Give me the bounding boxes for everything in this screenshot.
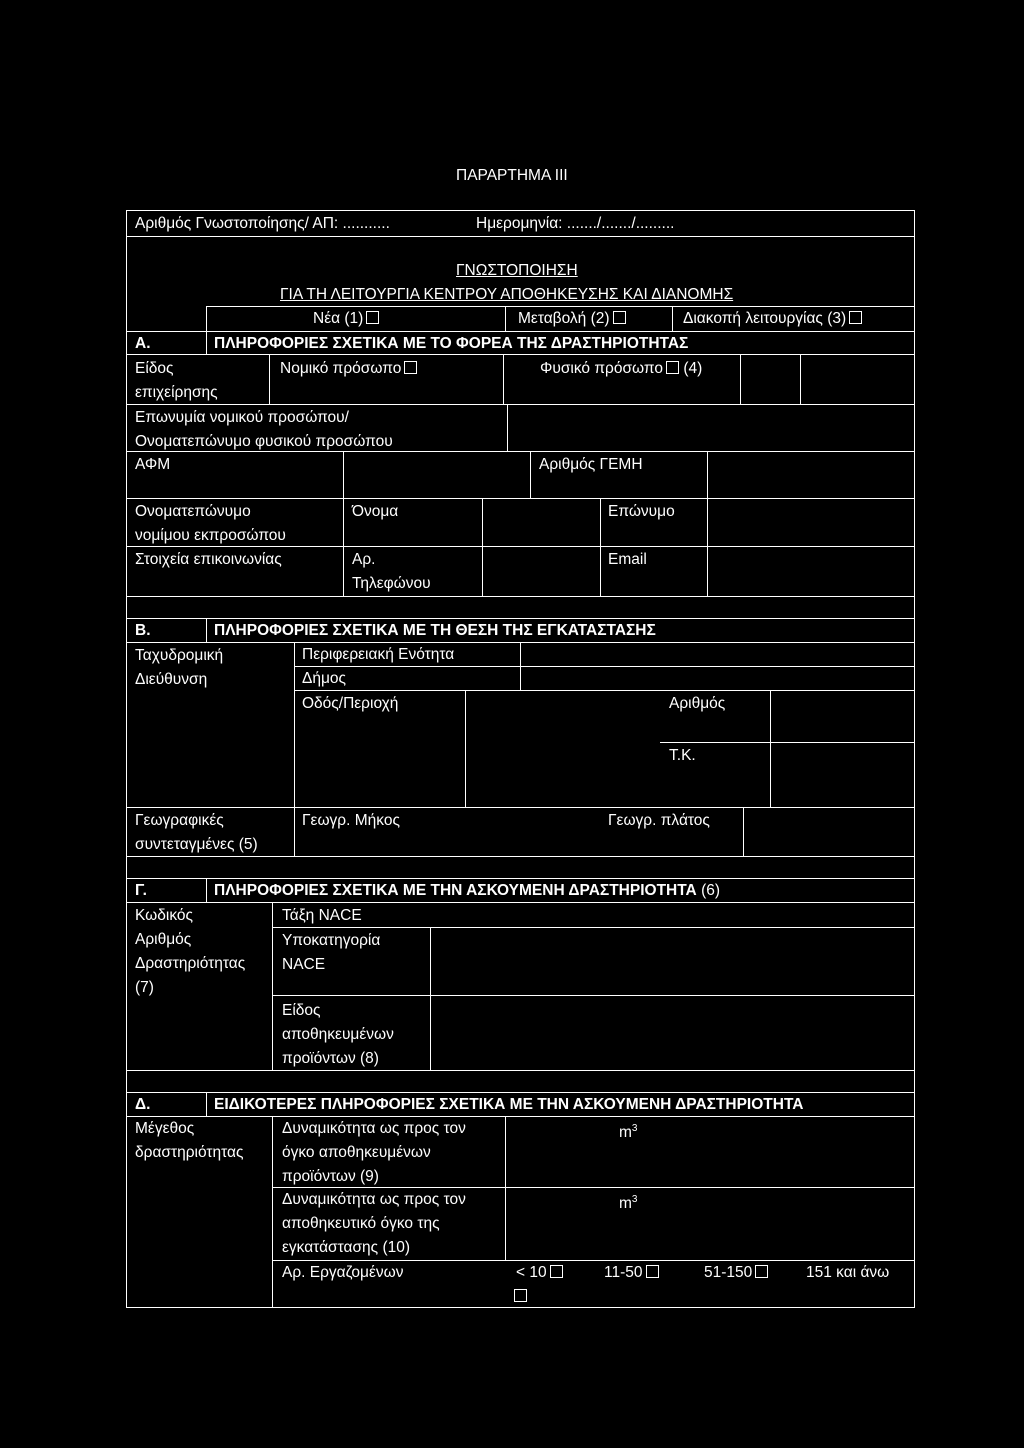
page-title: ΠΑΡΑΡΤΗΜΑ III	[456, 167, 568, 184]
unit-m: m	[619, 1124, 632, 1142]
activity-code-label-line2: Αριθμός	[135, 931, 192, 948]
date-field[interactable]: Ημερομηνία: ......./......./.........	[476, 215, 675, 232]
capacity-storage-label	[282, 1188, 466, 1260]
coordinates-label-line1: Γεωγραφικές	[135, 812, 224, 829]
nace-class-label: Τάξη NACE	[282, 907, 362, 924]
section-b-title: ΠΛΗΡΟΦΟΡΙΕΣ ΣΧΕΤΙΚΑ ΜΕ ΤΗ ΘΕΣΗ ΤΗΣ ΕΓΚΑΤΑΣΤΑΣΗΣ	[214, 622, 656, 639]
nace-subcategory-label-line1: Υποκατηγορία	[282, 932, 381, 949]
stop-checkbox[interactable]	[849, 311, 862, 324]
section-b-letter: Β.	[135, 622, 151, 639]
coordinates-label	[135, 809, 258, 857]
activity-size-label-line2: δραστηριότητας	[135, 1144, 244, 1161]
employees-option-3-checkbox[interactable]	[755, 1265, 768, 1278]
capacity-products-unit	[619, 1117, 637, 1145]
postal-address-label-line2: Διεύθυνση	[135, 671, 208, 688]
activity-code-label-line3: Δραστηριότητας	[135, 955, 246, 972]
natural-person-option[interactable]	[540, 357, 702, 381]
option-new-label: Νέα (1)	[313, 310, 364, 327]
natural-person-label: Φυσικό πρόσωπο	[540, 360, 664, 377]
postal-address-label	[135, 644, 223, 692]
employees-option-4-label: 151 και άνω	[806, 1264, 890, 1281]
unit-exponent: 3	[631, 1123, 638, 1134]
section-a-letter: Α.	[135, 335, 151, 352]
form-subheading: ΓΙΑ ΤΗ ΛΕΙΤΟΥΡΓΙΑ ΚΕΝΤΡΟΥ ΑΠΟΘΗΚΕΥΣΗΣ ΚΑΙ ΔΙΑΝΟΜΗΣ	[280, 286, 734, 303]
nace-subcategory-label-line2: NACE	[282, 956, 326, 973]
representative-label-line2: νομίμου εκπροσώπου	[135, 527, 286, 544]
stored-products-label-line1: Είδος	[282, 1002, 321, 1019]
option-change[interactable]	[518, 307, 626, 331]
section-c-letter: Γ.	[135, 882, 147, 899]
street-number-label: Αριθμός	[669, 695, 726, 712]
capacity-products-label	[282, 1117, 466, 1189]
activity-code-label-line4: (7)	[135, 979, 154, 996]
region-label: Περιφερειακή Ενότητα	[302, 646, 455, 663]
nace-subcategory-label	[282, 929, 380, 977]
employees-option-1[interactable]	[516, 1261, 563, 1285]
unit-exponent: 3	[631, 1194, 638, 1205]
option-change-label: Μεταβολή (2)	[518, 310, 610, 327]
first-name-label: Όνομα	[352, 503, 399, 520]
company-name-label-line1: Επωνυμία νομικού προσώπου/	[135, 409, 349, 426]
gemi-label: Αριθμός ΓΕΜΗ	[539, 456, 643, 473]
longitude-label: Γεωγρ. Μήκος	[302, 812, 400, 829]
legal-person-option[interactable]	[280, 357, 417, 381]
section-d-title: ΕΙΔΙΚΟΤΕΡΕΣ ΠΛΗΡΟΦΟΡΙΕΣ ΣΧΕΤΙΚΑ ΜΕ ΤΗΝ ΑΣΚΟΥΜΕΝΗ ΔΡΑΣΤΗΡΙΟΤΗΤΑ	[214, 1096, 804, 1113]
phone-label-line2: Τηλεφώνου	[352, 575, 431, 592]
contact-label: Στοιχεία επικοινωνίας	[135, 551, 282, 568]
phone-label-line1: Αρ.	[352, 551, 376, 568]
activity-size-label-line1: Μέγεθος	[135, 1120, 195, 1137]
stored-products-label-line3: προϊόντων (8)	[282, 1050, 379, 1067]
coordinates-label-line2: συντεταγμένες (5)	[135, 836, 258, 853]
activity-size-label	[135, 1117, 243, 1165]
business-type-label-line2: επιχείρησης	[135, 384, 218, 401]
legal-person-label: Νομικό πρόσωπο	[280, 360, 402, 377]
section-d-letter: Δ.	[135, 1096, 151, 1113]
section-c-title-wrap	[214, 879, 720, 903]
employees-option-3[interactable]	[704, 1261, 768, 1285]
business-type-label	[135, 357, 218, 405]
municipality-label: Δήμος	[302, 670, 346, 687]
unit-m: m	[619, 1195, 632, 1213]
option-stop[interactable]	[683, 307, 862, 331]
employees-option-1-checkbox[interactable]	[550, 1265, 563, 1278]
representative-label-line1: Ονοματεπώνυμο	[135, 503, 251, 520]
option-stop-label: Διακοπή λειτουργίας (3)	[683, 310, 847, 327]
employees-label: Αρ. Εργαζομένων	[282, 1264, 404, 1281]
employees-option-2-label: 11-50	[604, 1264, 643, 1281]
employees-option-2[interactable]	[604, 1261, 659, 1285]
option-new[interactable]	[313, 307, 379, 331]
afm-label: ΑΦΜ	[135, 456, 171, 473]
business-type-label-line1: Είδος	[135, 360, 174, 377]
activity-code-label-line1: Κωδικός	[135, 907, 193, 924]
email-label: Email	[608, 551, 647, 568]
capacity-storage-label-line1: Δυναμικότητα ως προς τον	[282, 1191, 466, 1208]
capacity-storage-label-line2: αποθηκευτικό όγκο της	[282, 1215, 440, 1232]
capacity-storage-label-line3: εγκατάστασης (10)	[282, 1239, 411, 1256]
postcode-label: Τ.Κ.	[669, 747, 696, 764]
new-checkbox[interactable]	[366, 311, 379, 324]
capacity-products-label-line1: Δυναμικότητα ως προς τον	[282, 1120, 466, 1137]
natural-person-note: (4)	[683, 360, 703, 377]
company-name-label-line2: Ονοματεπώνυμο φυσικού προσώπου	[135, 433, 393, 450]
legal-person-checkbox[interactable]	[404, 361, 417, 374]
section-c-title-note: (6)	[701, 882, 721, 899]
employees-option-1-label: < 10	[516, 1264, 547, 1281]
form-heading: ΓΝΩΣΤΟΠΟΙΗΣΗ	[456, 262, 578, 279]
employees-option-2-checkbox[interactable]	[646, 1265, 659, 1278]
natural-person-checkbox[interactable]	[666, 361, 679, 374]
latitude-label: Γεωγρ. πλάτος	[608, 812, 710, 829]
company-name-label	[135, 406, 393, 454]
change-checkbox[interactable]	[613, 311, 626, 324]
capacity-products-label-line2: όγκο αποθηκευμένων	[282, 1144, 431, 1161]
employees-option-3-label: 51-150	[704, 1264, 753, 1281]
section-a-title: ΠΛΗΡΟΦΟΡΙΕΣ ΣΧΕΤΙΚΑ ΜΕ ΤΟ ΦΟΡΕΑ ΤΗΣ ΔΡΑΣΤΗΡΙΟΤΗΤΑΣ	[214, 335, 689, 352]
employees-option-4-checkbox[interactable]	[514, 1289, 527, 1302]
stored-products-label	[282, 999, 394, 1071]
employees-option-4[interactable]	[514, 1285, 527, 1309]
stored-products-label-line2: αποθηκευμένων	[282, 1026, 394, 1043]
capacity-storage-unit	[619, 1188, 637, 1216]
representative-label	[135, 500, 286, 548]
section-c-title: ΠΛΗΡΟΦΟΡΙΕΣ ΣΧΕΤΙΚΑ ΜΕ ΤΗΝ ΑΣΚΟΥΜΕΝΗ ΔΡΑΣΤΗΡΙΟΤΗΤΑ	[214, 882, 697, 899]
activity-code-label	[135, 904, 245, 1000]
capacity-products-label-line3: προϊόντων (9)	[282, 1168, 379, 1185]
surname-label: Επώνυμο	[608, 503, 675, 520]
phone-label	[352, 548, 431, 596]
postal-address-label-line1: Ταχυδρομική	[135, 647, 224, 664]
street-label: Οδός/Περιοχή	[302, 695, 399, 712]
notification-number-field[interactable]: Αριθμός Γνωστοποίησης/ ΑΠ: ...........	[135, 215, 390, 232]
